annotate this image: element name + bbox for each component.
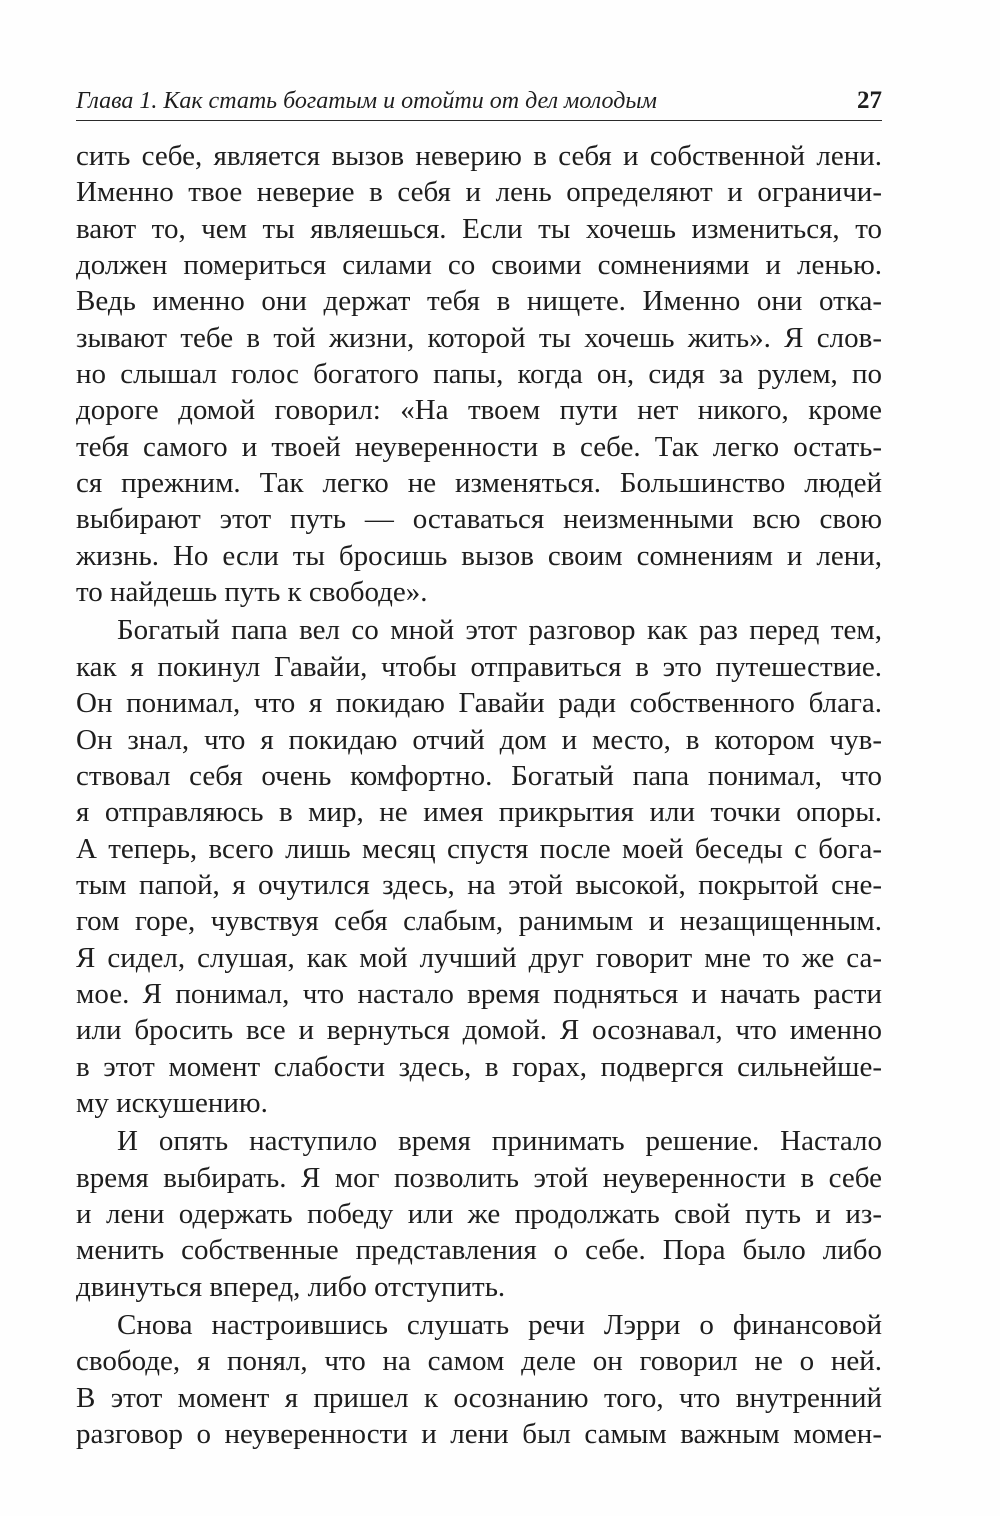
text-line: дороге домой говорил: «На твоем пути нет никого, кроме	[76, 394, 882, 427]
text-line: И опять наступило время принимать решение. Настало	[117, 1125, 882, 1158]
chapter-title: Глава 1. Как стать богатым и отойти от дел молодым	[76, 88, 657, 114]
text-line: гом горе, чувствуя себя слабым, ранимым и незащищенным.	[76, 905, 882, 938]
text-line: тым папой, я очутился здесь, на этой высокой, покрытой сне-	[76, 868, 882, 901]
text-line: и лени одержать победу или же продолжать свой путь и из-	[76, 1197, 882, 1230]
text-line: Ведь именно они держат тебя в нищете. Именно они отка-	[76, 285, 882, 318]
text-line: зывают тебе в той жизни, которой ты хочешь жить». Я слов-	[76, 321, 882, 354]
text-line: свободе, я понял, что на самом деле он говорил не о ней.	[76, 1345, 882, 1378]
text-line: Именно твое неверие в себя и лень определяют и ограничи-	[76, 176, 882, 209]
text-line: му искушению.	[76, 1086, 268, 1119]
text-line: мое. Я понимал, что настало время подняться и начать расти	[76, 977, 882, 1010]
text-line: жизнь. Но если ты бросишь вызов своим сомнениям и лени,	[76, 539, 882, 572]
text-line: А теперь, всего лишь месяц спустя после моей беседы с бога-	[76, 832, 882, 865]
text-line: вают то, чем ты являешься. Если ты хочешь измениться, то	[76, 212, 882, 245]
text-line: но слышал голос богатого папы, когда он, сидя за рулем, по	[76, 358, 882, 391]
text-line: менить собственные представления о себе. Пора было либо	[76, 1234, 882, 1267]
text-line: разговор о неуверенности и лени был самым важным момен-	[76, 1418, 882, 1451]
paragraph-3	[76, 1123, 882, 1305]
text-line: Я сидел, слушая, как мой лучший друг говорит мне то же са-	[76, 941, 882, 974]
body-text	[76, 138, 882, 1452]
text-line: ствовал себя очень комфортно. Богатый папа понимал, что	[76, 759, 882, 792]
text-line: Снова настроившись слушать речи Лэрри о финансовой	[117, 1309, 882, 1341]
paragraph-2	[76, 612, 882, 1121]
text-line: тебя самого и твоей неуверенности в себе. Так легко остать-	[76, 430, 882, 463]
page-number: 27	[857, 87, 882, 114]
text-line: время выбирать. Я мог позволить этой неуверенности в себе	[76, 1161, 882, 1194]
text-line: в этот момент слабости здесь, в горах, подвергся сильнейше-	[76, 1050, 882, 1083]
text-line: ся прежним. Так легко не изменяться. Большинство людей	[76, 467, 882, 500]
text-line: Он знал, что я покидаю отчий дом и место, в котором чув-	[76, 723, 882, 756]
text-line: то найдешь путь к свободе».	[76, 576, 428, 609]
text-line: я отправляюсь в мир, не имея прикрытия или точки опоры.	[76, 796, 882, 829]
text-line: двинуться вперед, либо отступить.	[76, 1270, 506, 1303]
text-line: должен помериться силами со своими сомнениями и ленью.	[76, 249, 882, 282]
paragraph-1	[76, 138, 882, 610]
text-line: или бросить все и вернуться домой. Я осознавал, что именно	[76, 1014, 882, 1047]
paragraph-4	[76, 1307, 882, 1452]
text-line: В этот момент я пришел к осознанию того, что внутренний	[76, 1381, 882, 1414]
text-line: выбирают этот путь — оставаться неизменными всю свою	[76, 503, 882, 536]
text-line: Он понимал, что я покидаю Гавайи ради собственного блага.	[76, 687, 882, 720]
text-line: как я покинул Гавайи, чтобы отправиться в это путешествие.	[76, 650, 882, 683]
running-header	[76, 84, 882, 121]
text-line: сить себе, является вызов неверию в себя и собственной лени.	[76, 140, 882, 172]
text-line: Богатый папа вел со мной этот разговор как раз перед тем,	[117, 614, 882, 647]
